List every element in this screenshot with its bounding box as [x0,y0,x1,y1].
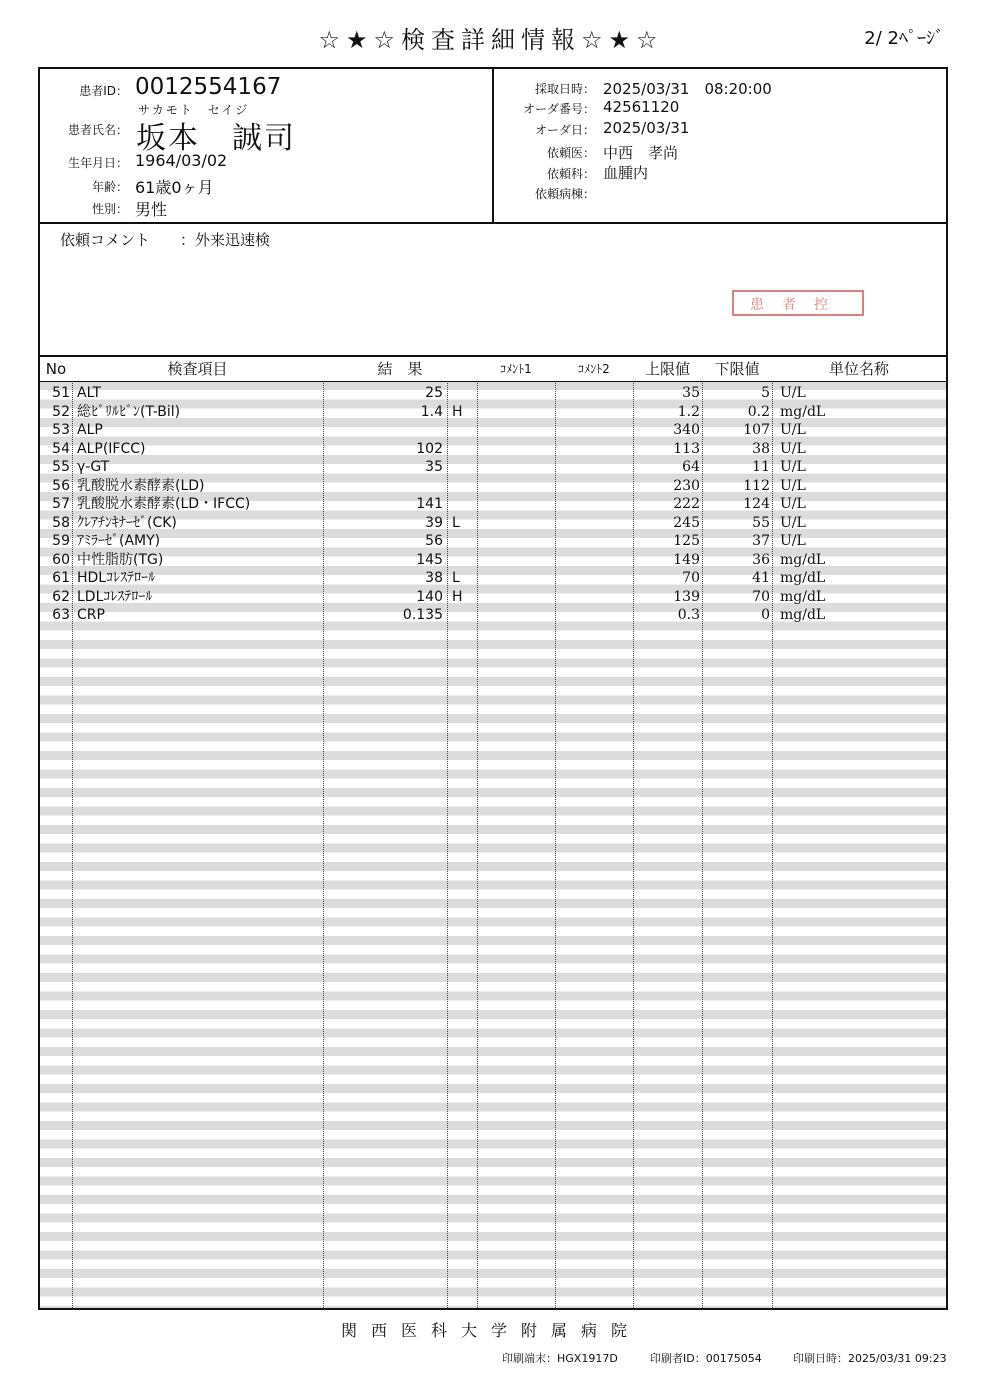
row-no: 56 [52,477,70,494]
row-item-name: ｸﾚｱﾁﾝｷﾅｰｾﾞ(CK) [77,514,177,531]
row-upper-limit: 70 [682,570,700,586]
row-no: 61 [52,570,70,586]
row-flag: H [452,588,463,605]
order-no-label: オーダ番号： [522,102,595,116]
doctor-value: 中西 孝尚 [603,144,679,162]
row-no: 57 [52,496,70,512]
row-result: 1.4 [420,403,443,420]
table-row [40,551,946,570]
hospital-name: 関西医科大学附属病院 [340,1321,641,1340]
doctor-label: 依頼医： [546,146,595,160]
row-flag: L [452,514,460,531]
row-item-name: 乳酸脱水素酵素(LD・IFCC) [77,496,251,512]
row-item-name: ALT [77,385,102,401]
row-item-name: LDLｺﾚｽﾃﾛｰﾙ [77,588,153,605]
row-no: 54 [52,440,70,457]
row-upper-limit: 222 [673,496,700,512]
order-no-value: 42561120 [603,98,680,116]
row-unit: mg/dL [780,403,826,420]
row-unit: U/L [780,533,806,549]
row-result: 38 [425,570,443,586]
row-result: 145 [416,551,443,568]
row-result: 0.135 [402,607,443,623]
row-upper-limit: 245 [673,514,700,531]
row-item-name: γ-GT [77,459,110,475]
row-no: 62 [52,588,70,605]
row-item-name: CRP [77,607,105,623]
row-lower-limit: 112 [743,477,770,494]
row-no: 55 [52,459,70,475]
page-number: 2/ 2ﾍﾟｰｼﾞ [864,28,944,49]
table-row [40,606,946,625]
row-unit: U/L [780,477,806,494]
row-item-name: 乳酸脱水素酵素(LD) [77,477,205,494]
dob-value: 1964/03/02 [135,151,228,170]
row-unit: mg/dL [780,607,826,623]
row-upper-limit: 35 [682,385,700,401]
header-no: No [45,360,67,378]
row-item-name: HDLｺﾚｽﾃﾛｰﾙ [77,570,156,586]
table-row [40,588,946,607]
header-divider-vertical [492,67,494,223]
table-row [40,569,946,588]
row-no: 63 [52,607,70,623]
row-item-name: ALP [77,422,103,438]
row-no: 58 [52,514,70,531]
patient-kana: サカモト セイジ [138,103,250,117]
row-lower-limit: 55 [752,514,770,531]
table-row [40,384,946,403]
row-no: 51 [52,385,70,401]
row-lower-limit: 124 [743,496,770,512]
row-no: 52 [52,403,70,420]
row-unit: mg/dL [780,551,826,568]
dept-value: 血腫内 [603,164,649,182]
row-no: 53 [52,422,70,438]
row-flag: L [452,570,460,586]
header-item: 検査項目 [167,360,228,378]
row-result: 25 [425,385,443,401]
row-item-name: 総ﾋﾞﾘﾙﾋﾞﾝ(T-Bil) [77,403,181,420]
table-row [40,421,946,440]
table-header [40,357,946,382]
ward-label: 依頼病棟： [534,187,595,201]
patient-copy-stamp: 患者控 [732,290,864,316]
row-upper-limit: 0.3 [677,607,700,623]
row-result: 102 [416,440,443,457]
row-upper-limit: 149 [673,551,700,568]
row-upper-limit: 1.2 [677,403,700,420]
age-label: 年齢： [91,180,128,194]
sex-label: 性別： [91,202,128,216]
document-title: ☆★☆検査詳細情報☆★☆ [318,26,664,54]
row-no: 60 [52,551,70,568]
collected-value: 2025/03/31 08:20:00 [603,80,772,98]
header-comment2: ｺﾒﾝﾄ2 [578,362,610,376]
table-row [40,532,946,551]
row-lower-limit: 38 [752,440,770,457]
printer-id: 印刷者ID：00175054 [650,1352,762,1365]
row-result: 56 [425,533,443,549]
row-result: 141 [416,496,443,512]
row-upper-limit: 125 [673,533,700,549]
dept-label: 依頼科： [546,167,595,181]
header-comment1: ｺﾒﾝﾄ1 [500,362,532,376]
row-upper-limit: 230 [673,477,700,494]
row-lower-limit: 36 [752,551,770,568]
print-terminal: 印刷端末：HGX1917D [502,1352,618,1365]
row-unit: U/L [780,385,806,401]
row-upper-limit: 113 [673,440,700,457]
row-result: 35 [425,459,443,475]
row-lower-limit: 37 [752,533,770,549]
header-unit: 単位名称 [828,360,889,378]
row-unit: mg/dL [780,588,826,605]
row-item-name: 中性脂肪(TG) [77,551,164,568]
patient-name: 坂本 誠司 [136,121,296,156]
dob-label: 生年月日： [67,156,128,170]
patient-id-label: 患者ID： [79,84,128,98]
patient-id: 0012554167 [135,74,282,100]
row-lower-limit: 0.2 [747,403,770,420]
row-unit: U/L [780,459,806,475]
age-value: 61歳0ヶ月 [135,178,214,197]
header-divider-horizontal [38,222,948,224]
row-lower-limit: 11 [752,459,770,475]
row-unit: U/L [780,422,806,438]
row-unit: U/L [780,496,806,512]
table-row [40,514,946,533]
row-lower-limit: 107 [743,422,770,438]
row-no: 59 [52,533,70,549]
collected-label: 採取日時： [534,82,595,96]
header-lower: 下限値 [714,360,760,378]
table-row [40,440,946,459]
header-result: 結 果 [377,360,423,378]
table-row [40,458,946,477]
row-lower-limit: 41 [752,570,770,586]
sex-value: 男性 [135,200,168,219]
row-item-name: ALP(IFCC) [77,440,146,457]
row-lower-limit: 0 [761,607,770,623]
table-body [40,384,946,625]
row-unit: mg/dL [780,570,826,586]
row-item-name: ｱﾐﾗｰｾﾞ(AMY) [77,533,161,549]
table-row [40,403,946,422]
table-row [40,495,946,514]
row-lower-limit: 5 [761,385,770,401]
print-datetime: 印刷日時：2025/03/31 09:23 [793,1352,947,1365]
header-upper: 上限値 [644,360,690,378]
patient-name-label: 患者氏名： [67,123,128,137]
order-date-value: 2025/03/31 [603,119,690,137]
row-unit: U/L [780,514,806,531]
row-result: 140 [416,588,443,605]
row-result: 39 [425,514,443,531]
row-upper-limit: 340 [673,422,700,438]
row-lower-limit: 70 [752,588,770,605]
table-row [40,477,946,496]
results-table [40,357,946,1308]
comment-label: 依頼コメント [60,231,151,249]
order-date-label: オーダ日： [534,123,595,137]
row-upper-limit: 139 [673,588,700,605]
row-unit: U/L [780,440,806,457]
comment-value: ：外来迅速検 [180,231,271,249]
row-flag: H [452,403,463,420]
row-upper-limit: 64 [682,459,700,475]
